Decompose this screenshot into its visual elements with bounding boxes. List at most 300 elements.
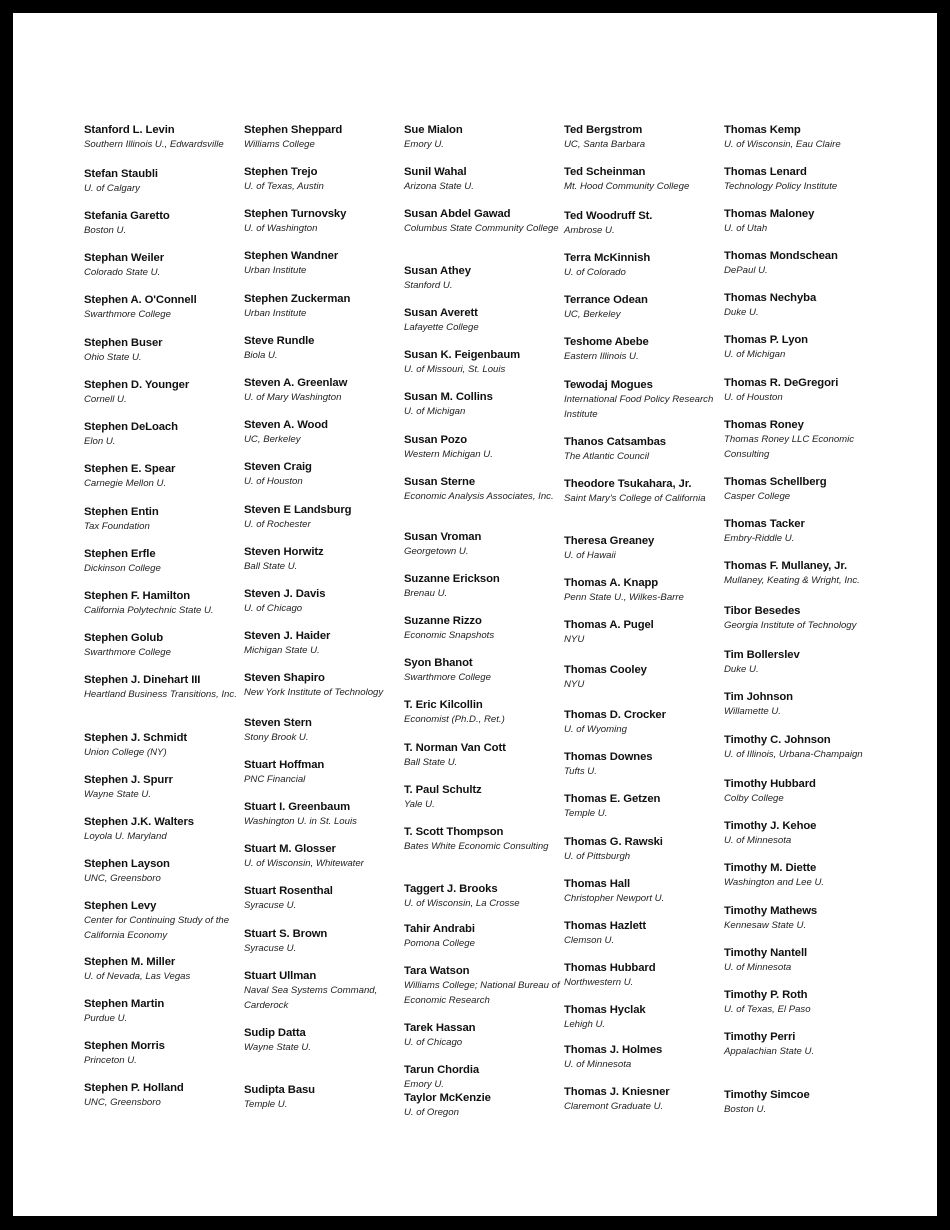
signatory-stephen-martin <box>84 997 242 1027</box>
signatory-affiliation: U. of Chicago <box>244 603 303 614</box>
signatory-affiliation: Christopher Newport U. <box>564 893 665 904</box>
signatory-affiliation: International Food Policy Research Institute <box>564 394 714 420</box>
signatory-thomas-maloney <box>724 207 882 237</box>
signatory-affiliation: U. of Houston <box>724 392 783 403</box>
signatory-timothy-c-johnson <box>724 733 882 763</box>
signatory-name: Thomas J. Kniesner <box>564 1086 670 1098</box>
signatory-name: Stuart Ullman <box>244 970 317 982</box>
signatory-susan-k-feigenbaum <box>404 348 562 378</box>
signatory-name: Stephen Turnovsky <box>244 208 347 220</box>
signatory-stephen-d-younger <box>84 378 242 408</box>
signatory-name: Stephen Layson <box>84 858 170 870</box>
signatory-t-eric-kilcollin <box>404 698 562 728</box>
signatory-name: Terrance Odean <box>564 294 648 306</box>
signatory-affiliation: U. of Utah <box>724 223 768 234</box>
signatory-name: Steven Horwitz <box>244 546 324 558</box>
signatory-sudipta-basu <box>244 1083 402 1113</box>
signatory-name: Sudipta Basu <box>244 1084 315 1096</box>
signatory-affiliation: Washington U. in St. Louis <box>244 816 357 827</box>
signatory-stanford-l-levin <box>84 123 242 153</box>
signatory-affiliation: California Polytechnic State U. <box>84 605 214 616</box>
signatory-sunil-wahal <box>404 165 562 195</box>
signatory-affiliation: Urban Institute <box>244 265 307 276</box>
signatory-tim-johnson <box>724 690 882 720</box>
signatory-name: Ted Woodruff St. <box>564 210 653 222</box>
signatory-affiliation: Tax Foundation <box>84 521 150 532</box>
signatory-affiliation: U. of Mary Washington <box>244 392 342 403</box>
signatory-steven-a-greenlaw <box>244 376 402 406</box>
signatory-stuart-i-greenbaum <box>244 800 402 830</box>
signatory-name: Thomas Cooley <box>564 664 647 676</box>
signatory-affiliation: Emory U. <box>404 1079 444 1090</box>
signatory-stephen-entin <box>84 505 242 535</box>
signatory-affiliation: NYU <box>564 634 585 645</box>
signatory-t-paul-schultz <box>404 783 562 813</box>
signatory-susan-abdel-gawad <box>404 207 562 237</box>
signatory-affiliation: Southern Illinois U., Edwardsville <box>84 139 224 150</box>
signatory-timothy-nantell <box>724 946 882 976</box>
signatory-affiliation: U. of Houston <box>244 476 303 487</box>
signatory-name: Susan Athey <box>404 265 471 277</box>
signatory-thomas-e-getzen <box>564 792 722 822</box>
signatory-affiliation: Williams College <box>244 139 315 150</box>
signatory-terra-mckinnish <box>564 251 722 281</box>
signatory-affiliation: Stanford U. <box>404 280 453 291</box>
signatory-affiliation: Colorado State U. <box>84 267 161 278</box>
signatory-affiliation: Bates White Economic Consulting <box>404 841 549 852</box>
signatory-sudip-datta <box>244 1026 402 1056</box>
signatory-affiliation: Arizona State U. <box>404 181 474 192</box>
signatory-affiliation: Yale U. <box>404 799 435 810</box>
signatory-affiliation: Wayne State U. <box>244 1042 312 1053</box>
signatory-name: Teshome Abebe <box>564 336 649 348</box>
signatory-ted-woodruff-st <box>564 209 722 239</box>
signatory-name: Stephen J. Schmidt <box>84 732 188 744</box>
signatory-affiliation: Colby College <box>724 793 784 804</box>
signatory-affiliation: Boston U. <box>724 1104 767 1115</box>
signatory-name: Thanos Catsambas <box>564 436 666 448</box>
signatory-affiliation: Georgetown U. <box>404 546 469 557</box>
signatory-stefan-staubli <box>84 167 242 197</box>
signatory-tewodaj-mogues <box>564 378 722 422</box>
signatory-affiliation: Ohio State U. <box>84 352 142 363</box>
signatory-steven-shapiro <box>244 671 402 701</box>
signatory-stephen-golub <box>84 631 242 661</box>
signatory-affiliation: Pomona College <box>404 938 475 949</box>
signatory-affiliation: U. of Texas, Austin <box>244 181 324 192</box>
signatory-affiliation: U. of Wisconsin, Eau Claire <box>724 139 841 150</box>
signatory-stephen-e-spear <box>84 462 242 492</box>
signatory-affiliation: Princeton U. <box>84 1055 137 1066</box>
signatory-affiliation: Loyola U. Maryland <box>84 831 167 842</box>
signatory-stuart-m-glosser <box>244 842 402 872</box>
signatory-affiliation: Penn State U., Wilkes-Barre <box>564 592 684 603</box>
signatory-name: Thomas Schellberg <box>724 476 827 488</box>
signatory-name: Stephen Zuckerman <box>244 293 351 305</box>
signatory-name: Timothy C. Johnson <box>724 734 831 746</box>
signatory-stephen-p-holland <box>84 1081 242 1111</box>
signatory-name: Thomas Tacker <box>724 518 805 530</box>
signatory-name: Thomas Nechyba <box>724 292 817 304</box>
signatory-name: T. Scott Thompson <box>404 826 504 838</box>
signatory-name: Stephen DeLoach <box>84 421 178 433</box>
signatory-suzanne-erickson <box>404 572 562 602</box>
signatory-thomas-hazlett <box>564 919 722 949</box>
signatory-thomas-p-lyon <box>724 333 882 363</box>
signatory-affiliation: Columbus State Community College <box>404 223 559 234</box>
signatory-affiliation: U. of Wyoming <box>564 724 627 735</box>
signatory-name: Stephen D. Younger <box>84 379 190 391</box>
signatory-susan-pozo <box>404 433 562 463</box>
signatory-affiliation: Dickinson College <box>84 563 161 574</box>
signatory-affiliation: Swarthmore College <box>404 672 491 683</box>
signatory-name: Syon Bhanot <box>404 657 473 669</box>
signatory-stephen-j-dinehart-iii <box>84 673 242 703</box>
signatory-affiliation: U. of Wisconsin, Whitewater <box>244 858 364 869</box>
signatory-name: Terra McKinnish <box>564 252 651 264</box>
signatory-name: Sunil Wahal <box>404 166 467 178</box>
signatory-affiliation: UC, Santa Barbara <box>564 139 646 150</box>
signatory-t-norman-van-cott <box>404 741 562 771</box>
signatory-name: Thomas Hall <box>564 878 631 890</box>
signatory-sue-mialon <box>404 123 562 153</box>
signatory-steven-a-wood <box>244 418 402 448</box>
signatory-stuart-hoffman <box>244 758 402 788</box>
signatory-stuart-ullman <box>244 969 402 1013</box>
signatory-steven-e-landsburg <box>244 503 402 533</box>
signatory-affiliation: Thomas Roney LLC Economic Consulting <box>724 434 855 460</box>
signatory-name: Susan Vroman <box>404 531 482 543</box>
signatory-thomas-schellberg <box>724 475 882 505</box>
signatory-tim-bollerslev <box>724 648 882 678</box>
signatory-name: Steven J. Haider <box>244 630 331 642</box>
signatory-name: Suzanne Rizzo <box>404 615 482 627</box>
signatory-affiliation: U. of Wisconsin, La Crosse <box>404 898 520 909</box>
signatory-affiliation: Economist (Ph.D., Ret.) <box>404 714 505 725</box>
signatory-name: Stephen Sheppard <box>244 124 343 136</box>
signatory-thomas-hubbard <box>564 961 722 991</box>
signatory-affiliation: Syracuse U. <box>244 900 297 911</box>
signatory-name: Stuart M. Glosser <box>244 843 336 855</box>
signatory-name: Theodore Tsukahara, Jr. <box>564 478 692 490</box>
signatory-name: Thomas Hubbard <box>564 962 656 974</box>
signatory-affiliation: Boston U. <box>84 225 127 236</box>
signatory-affiliation: Wayne State U. <box>84 789 152 800</box>
signatory-name: Taggert J. Brooks <box>404 883 498 895</box>
signatory-affiliation: U. of Michigan <box>404 406 466 417</box>
signatory-stephen-erfle <box>84 547 242 577</box>
signatory-name: Stephen Trejo <box>244 166 318 178</box>
signatory-thomas-tacker <box>724 517 882 547</box>
signatory-affiliation: U. of Nevada, Las Vegas <box>84 971 191 982</box>
signatory-affiliation: Biola U. <box>244 350 278 361</box>
signatory-name: Timothy Nantell <box>724 947 808 959</box>
signatory-stuart-s-brown <box>244 927 402 957</box>
signatory-affiliation: U. of Chicago <box>404 1037 463 1048</box>
signatory-name: Thomas F. Mullaney, Jr. <box>724 560 848 572</box>
signatory-affiliation: U. of Texas, El Paso <box>724 1004 811 1015</box>
signatory-name: Stephen Levy <box>84 900 157 912</box>
signatory-name: Thomas A. Knapp <box>564 577 659 589</box>
signatory-name: Susan Abdel Gawad <box>404 208 511 220</box>
signatory-name: Stephen J. Spurr <box>84 774 173 786</box>
signatory-affiliation: U. of Pittsburgh <box>564 851 631 862</box>
signatory-name: Stephen J.K. Walters <box>84 816 194 828</box>
signatory-name: Susan Pozo <box>404 434 468 446</box>
signatory-steven-horwitz <box>244 545 402 575</box>
signatory-name: Stephen Entin <box>84 506 159 518</box>
signatory-name: Stephan Weiler <box>84 252 165 264</box>
signatory-name: Tara Watson <box>404 965 470 977</box>
signatory-name: Theresa Greaney <box>564 535 655 547</box>
signatory-affiliation: Mt. Hood Community College <box>564 181 690 192</box>
signatory-name: Sudip Datta <box>244 1027 306 1039</box>
signatory-name: Thomas Kemp <box>724 124 801 136</box>
signatory-affiliation: Center for Continuing Study of the California Economy <box>84 915 230 941</box>
signatory-stefania-garetto <box>84 209 242 239</box>
signatory-name: Stuart I. Greenbaum <box>244 801 351 813</box>
signatory-timothy-p-roth <box>724 988 882 1018</box>
signatory-affiliation: Urban Institute <box>244 308 307 319</box>
signatory-affiliation: Michigan State U. <box>244 645 320 656</box>
signatory-affiliation: Syracuse U. <box>244 943 297 954</box>
signatory-stephen-deloach <box>84 420 242 450</box>
signatory-affiliation: Mullaney, Keating & Wright, Inc. <box>724 575 860 586</box>
signatory-name: Timothy Mathews <box>724 905 818 917</box>
signatory-name: Tahir Andrabi <box>404 923 475 935</box>
signatory-name: Sue Mialon <box>404 124 463 136</box>
signatory-name: Stuart Hoffman <box>244 759 325 771</box>
signatory-name: Stephen Buser <box>84 337 163 349</box>
signatory-name: Stephen F. Hamilton <box>84 590 191 602</box>
signatory-name: Susan Sterne <box>404 476 475 488</box>
signatory-affiliation: U. of Washington <box>244 223 318 234</box>
signatory-affiliation: UC, Berkeley <box>564 309 621 320</box>
signatory-name: Stefan Staubli <box>84 168 158 180</box>
signatory-affiliation: Economic Snapshots <box>404 630 495 641</box>
signatory-stephen-a-o-connell <box>84 293 242 323</box>
signatory-name: Steve Rundle <box>244 335 315 347</box>
signatory-name: Steven A. Wood <box>244 419 328 431</box>
signatory-affiliation: Eastern Illinois U. <box>564 351 639 362</box>
signatory-affiliation: Casper College <box>724 491 791 502</box>
signatory-thomas-d-crocker <box>564 708 722 738</box>
signatory-stephen-sheppard <box>244 123 402 153</box>
signatory-affiliation: Duke U. <box>724 307 759 318</box>
signatory-stephan-weiler <box>84 251 242 281</box>
signatory-name: Susan K. Feigenbaum <box>404 349 521 361</box>
signatory-name: Ted Scheinman <box>564 166 646 178</box>
signatory-affiliation: New York Institute of Technology <box>244 687 384 698</box>
signatory-timothy-perri <box>724 1030 882 1060</box>
signatory-name: Timothy P. Roth <box>724 989 808 1001</box>
signatory-affiliation: NYU <box>564 679 585 690</box>
signatory-name: Stephen J. Dinehart III <box>84 674 201 686</box>
signatory-stephen-layson <box>84 857 242 887</box>
signatory-name: Steven E Landsburg <box>244 504 352 516</box>
signatory-affiliation: Temple U. <box>564 808 608 819</box>
signatory-name: Thomas D. Crocker <box>564 709 666 721</box>
signatory-ted-bergstrom <box>564 123 722 153</box>
signatory-affiliation: Emory U. <box>404 139 444 150</box>
signatory-name: Tarek Hassan <box>404 1022 476 1034</box>
signatory-stuart-rosenthal <box>244 884 402 914</box>
signatory-affiliation: Lehigh U. <box>564 1019 606 1030</box>
signatory-teshome-abebe <box>564 335 722 365</box>
signatory-affiliation: U. of Hawaii <box>564 550 616 561</box>
signatory-affiliation: Appalachian State U. <box>724 1046 815 1057</box>
signatory-tahir-andrabi <box>404 922 562 952</box>
signatory-name: Steven Craig <box>244 461 312 473</box>
signatory-affiliation: UNC, Greensboro <box>84 1097 161 1108</box>
signatory-affiliation: U. of Rochester <box>244 519 311 530</box>
signatory-affiliation: Washington and Lee U. <box>724 877 825 888</box>
signatory-steven-j-davis <box>244 587 402 617</box>
signatory-affiliation: DePaul U. <box>724 265 768 276</box>
signatory-tarek-hassan <box>404 1021 562 1051</box>
signatory-name: Susan Averett <box>404 307 478 319</box>
signatory-suzanne-rizzo <box>404 614 562 644</box>
signatory-affiliation: Heartland Business Transitions, Inc. <box>84 689 237 700</box>
signatory-name: Thomas Hazlett <box>564 920 647 932</box>
signatory-steven-craig <box>244 460 402 490</box>
signatory-name: Stephen Erfle <box>84 548 156 560</box>
signatory-thanos-catsambas <box>564 435 722 465</box>
signatory-name: Stephen Martin <box>84 998 165 1010</box>
signatory-name: Tim Johnson <box>724 691 793 703</box>
signatory-affiliation: U. of Calgary <box>84 183 140 194</box>
signatory-name: Thomas Hyclak <box>564 1004 646 1016</box>
signatory-name: Tim Bollerslev <box>724 649 800 661</box>
signatory-susan-averett <box>404 306 562 336</box>
signatory-steven-j-haider <box>244 629 402 659</box>
signatory-t-scott-thompson <box>404 825 562 855</box>
signatory-ted-scheinman <box>564 165 722 195</box>
signatory-name: Thomas G. Rawski <box>564 836 663 848</box>
signatory-name: Stuart S. Brown <box>244 928 328 940</box>
signatory-affiliation: Saint Mary's College of California <box>564 493 706 504</box>
signatory-steve-rundle <box>244 334 402 364</box>
signatory-name: Tibor Besedes <box>724 605 801 617</box>
signatory-theodore-tsukahara-jr <box>564 477 722 507</box>
signatory-stephen-levy <box>84 899 242 943</box>
signatory-name: Thomas Roney <box>724 419 804 431</box>
signatory-name: T. Norman Van Cott <box>404 742 506 754</box>
signatory-affiliation: Clemson U. <box>564 935 615 946</box>
signatory-thomas-a-knapp <box>564 576 722 606</box>
signatory-susan-sterne <box>404 475 562 505</box>
signatory-name: Tewodaj Mogues <box>564 379 653 391</box>
signatory-affiliation: PNC Financial <box>244 774 306 785</box>
signatory-affiliation: Economic Analysis Associates, Inc. <box>404 491 554 502</box>
signatory-thomas-r-degregori <box>724 376 882 406</box>
signatory-name: Stephen Golub <box>84 632 164 644</box>
signatory-terrance-odean <box>564 293 722 323</box>
signatory-taylor-mckenzie <box>404 1091 562 1121</box>
signatory-name: Stephen Morris <box>84 1040 165 1052</box>
signatory-name: Stephen A. O'Connell <box>84 294 197 306</box>
signatory-name: Taylor McKenzie <box>404 1092 491 1104</box>
signatory-affiliation: U. of Minnesota <box>564 1059 632 1070</box>
signatory-name: Susan M. Collins <box>404 391 493 403</box>
signatory-name: Thomas Maloney <box>724 208 815 220</box>
signatory-susan-athey <box>404 264 562 294</box>
signatory-stephen-f-hamilton <box>84 589 242 619</box>
signatory-taggert-j-brooks <box>404 882 562 912</box>
signatory-name: Thomas Lenard <box>724 166 807 178</box>
signatory-susan-m-collins <box>404 390 562 420</box>
signatory-stephen-zuckerman <box>244 292 402 322</box>
signatory-thomas-downes <box>564 750 722 780</box>
signatory-thomas-hyclak <box>564 1003 722 1033</box>
signatory-affiliation: UNC, Greensboro <box>84 873 161 884</box>
signatory-name: Steven J. Davis <box>244 588 326 600</box>
signatory-name: T. Paul Schultz <box>404 784 482 796</box>
signatory-affiliation: Swarthmore College <box>84 309 171 320</box>
signatory-name: Suzanne Erickson <box>404 573 500 585</box>
signatory-name: Stephen E. Spear <box>84 463 176 475</box>
signatory-affiliation: Willamette U. <box>724 706 781 717</box>
signatory-affiliation: Swarthmore College <box>84 647 171 658</box>
signatory-name: Stuart Rosenthal <box>244 885 333 897</box>
signatory-steven-stern <box>244 716 402 746</box>
signatory-affiliation: Brenau U. <box>404 588 448 599</box>
signatory-affiliation: Georgia Institute of Technology <box>724 620 857 631</box>
signatory-stephen-j-spurr <box>84 773 242 803</box>
signatory-affiliation: Naval Sea Systems Command, Carderock <box>244 985 378 1011</box>
signatory-affiliation: Tufts U. <box>564 766 597 777</box>
signatory-timothy-m-diette <box>724 861 882 891</box>
signatory-name: Stephen Wandner <box>244 250 339 262</box>
signatory-affiliation: Carnegie Mellon U. <box>84 478 167 489</box>
signatory-name: Steven Stern <box>244 717 312 729</box>
signatory-affiliation: Technology Policy Institute <box>724 181 838 192</box>
signatory-stephen-morris <box>84 1039 242 1069</box>
signatory-affiliation: Union College (NY) <box>84 747 167 758</box>
signatory-affiliation: Ball State U. <box>244 561 298 572</box>
signatory-page <box>13 13 937 1216</box>
signatory-name: Timothy Perri <box>724 1031 796 1043</box>
signatory-thomas-nechyba <box>724 291 882 321</box>
signatory-affiliation: Elon U. <box>84 436 116 447</box>
signatory-theresa-greaney <box>564 534 722 564</box>
signatory-name: Thomas Downes <box>564 751 653 763</box>
signatory-thomas-mondschean <box>724 249 882 279</box>
signatory-affiliation: Purdue U. <box>84 1013 128 1024</box>
signatory-thomas-j-holmes <box>564 1043 722 1073</box>
signatory-stephen-wandner <box>244 249 402 279</box>
signatory-name: Timothy Hubbard <box>724 778 816 790</box>
signatory-affiliation: U. of Colorado <box>564 267 626 278</box>
signatory-affiliation: Cornell U. <box>84 394 127 405</box>
signatory-name: Ted Bergstrom <box>564 124 643 136</box>
signatory-thomas-kemp <box>724 123 882 153</box>
signatory-tarun-chordia <box>404 1063 562 1093</box>
signatory-affiliation: U. of Minnesota <box>724 835 792 846</box>
signatory-stephen-m-miller <box>84 955 242 985</box>
signatory-affiliation: Lafayette College <box>404 322 479 333</box>
signatory-affiliation: Duke U. <box>724 664 759 675</box>
signatory-timothy-simcoe <box>724 1088 882 1118</box>
signatory-affiliation: Williams College; National Bureau of Economic Research <box>404 980 560 1006</box>
signatory-name: Thomas E. Getzen <box>564 793 661 805</box>
signatory-susan-vroman <box>404 530 562 560</box>
signatory-affiliation: Embry-Riddle U. <box>724 533 795 544</box>
signatory-name: Timothy M. Diette <box>724 862 817 874</box>
signatory-name: Thomas P. Lyon <box>724 334 808 346</box>
signatory-tara-watson <box>404 964 562 1008</box>
signatory-tibor-besedes <box>724 604 882 634</box>
